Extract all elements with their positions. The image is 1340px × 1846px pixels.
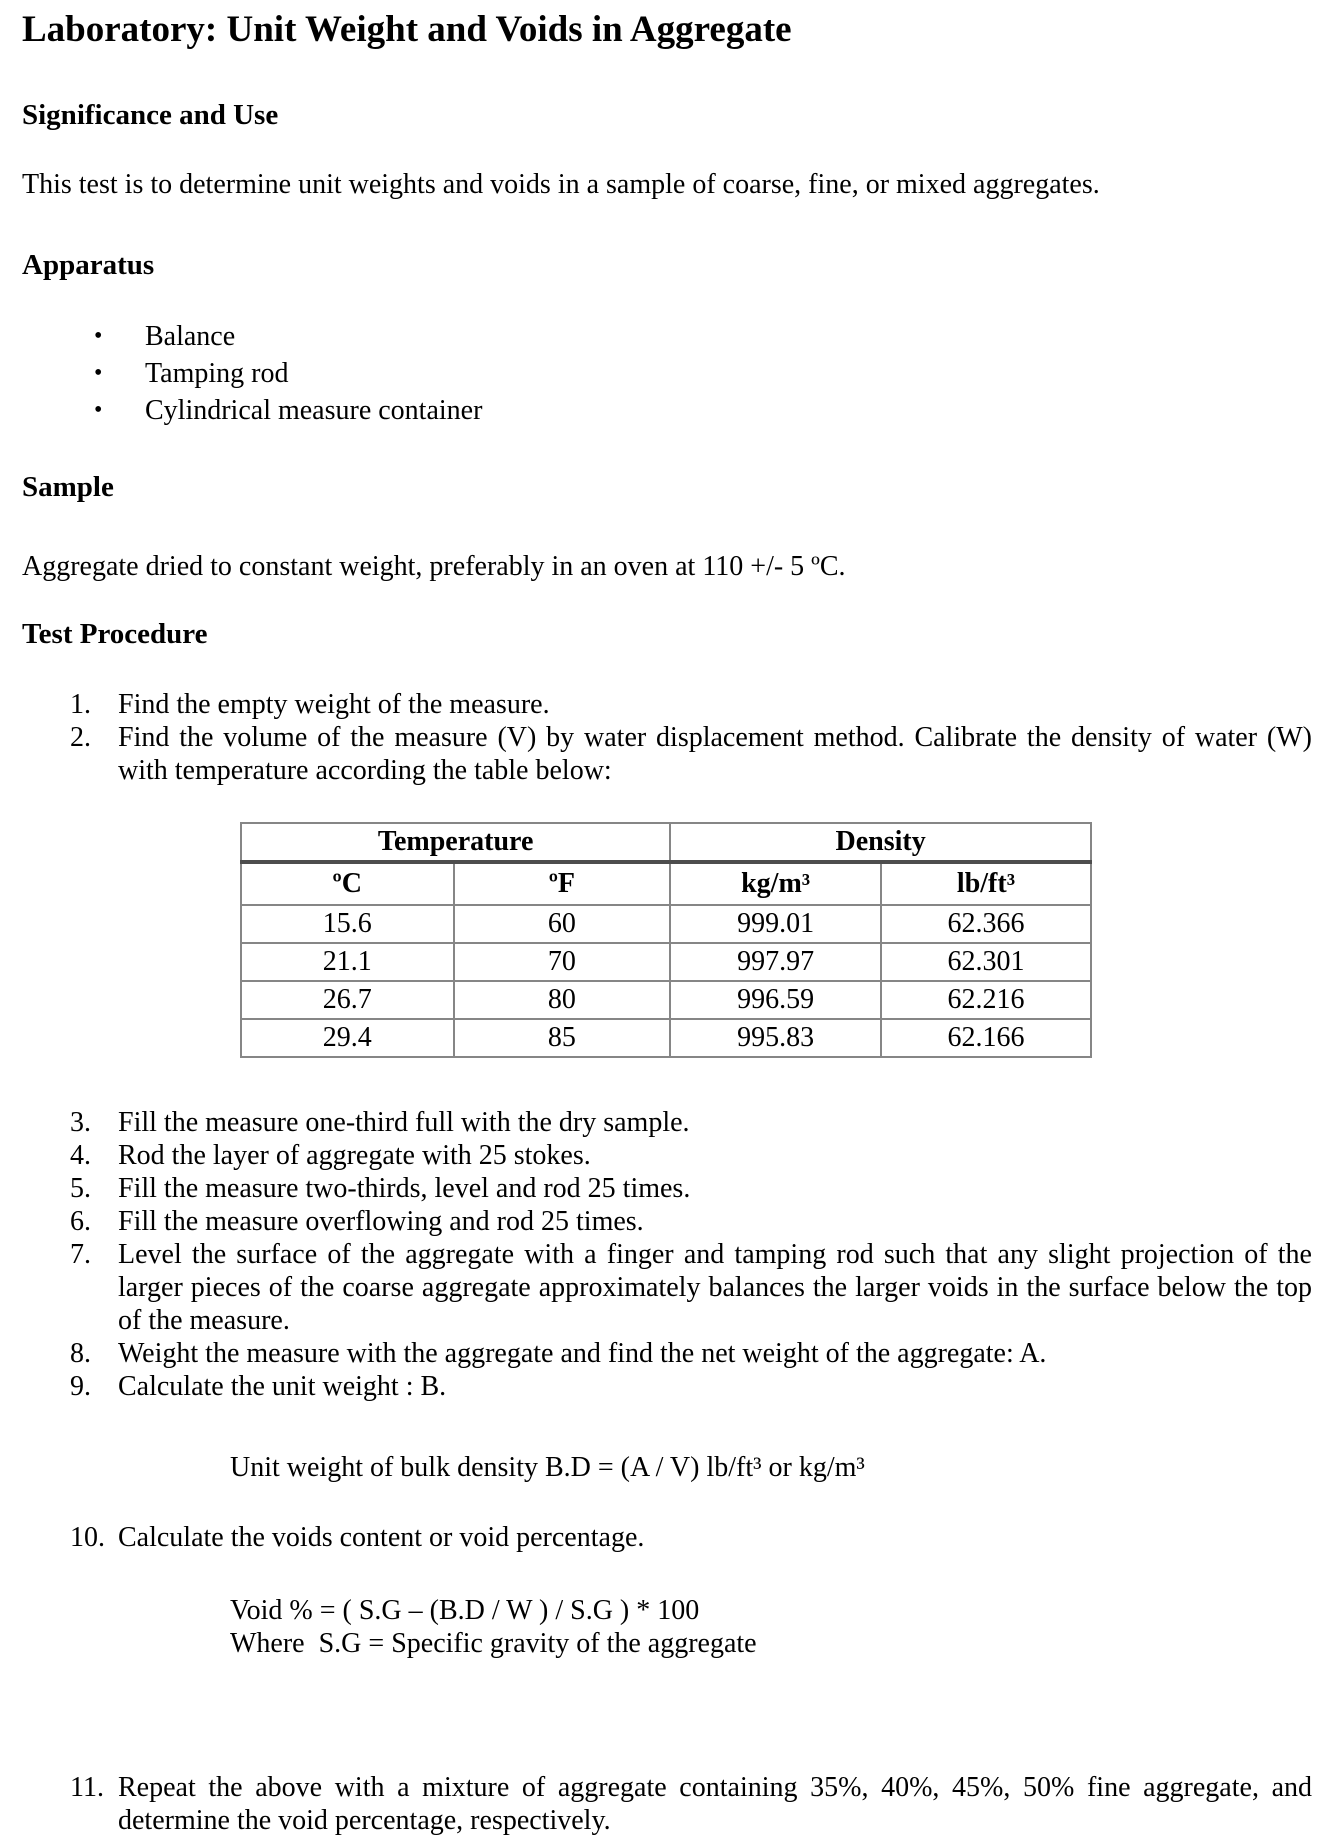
table-cell: 15.6: [241, 905, 454, 943]
apparatus-item-tamping-rod: [94, 355, 1312, 392]
sample-heading: Sample: [22, 471, 114, 503]
step-number: 2.: [70, 722, 91, 753]
table-cell: 62.366: [881, 905, 1091, 943]
apparatus-item-label: Tamping rod: [145, 358, 289, 389]
step-text: Find the volume of the measure (V) by water displacement method. Calibrate the density of water (W) with temperature according the table below:: [118, 722, 1312, 786]
procedure-step-2: [70, 721, 1312, 787]
fahrenheit-column-header: ºF: [454, 862, 671, 905]
procedure-step-1: [70, 688, 1312, 721]
significance-heading: Significance and Use: [22, 99, 279, 131]
procedure-step-3: [70, 1106, 1312, 1139]
step-text: Fill the measure two-thirds, level and rod 25 times.: [118, 1173, 691, 1204]
apparatus-list: [22, 318, 1312, 429]
table-cell: 80: [454, 981, 671, 1019]
procedure-steps-3-9: [22, 1106, 1312, 1403]
temperature-group-header: Temperature: [241, 823, 670, 862]
step-text: Find the empty weight of the measure.: [118, 689, 550, 720]
significance-body: This test is to determine unit weights and voids in a sample of coarse, fine, or mixed aggregates.: [22, 169, 1100, 200]
procedure-step-10-segment: [22, 1521, 1312, 1554]
table-cell: 997.97: [670, 943, 881, 981]
table-row: [241, 943, 1091, 981]
bullet-icon: •: [94, 360, 103, 386]
table-units-header-row: [241, 862, 1091, 905]
table-cell: 26.7: [241, 981, 454, 1019]
table-cell: 995.83: [670, 1019, 881, 1057]
table-cell: 29.4: [241, 1019, 454, 1057]
step-number: 5.: [70, 1173, 91, 1204]
bullet-icon: •: [94, 323, 103, 349]
table-row: [241, 1019, 1091, 1057]
bullet-icon: •: [94, 397, 103, 423]
procedure-step-4: [70, 1139, 1312, 1172]
lb-ft3-column-header: lb/ft³: [881, 862, 1091, 905]
step-number: 8.: [70, 1338, 91, 1369]
apparatus-item-label: Balance: [145, 321, 236, 352]
table-cell: 62.166: [881, 1019, 1091, 1057]
step-text: Fill the measure one-third full with the dry sample.: [118, 1107, 690, 1138]
water-density-table: [240, 822, 1092, 1058]
table-cell: 999.01: [670, 905, 881, 943]
table-cell: 62.216: [881, 981, 1091, 1019]
table-row: [241, 981, 1091, 1019]
procedure-step-11-segment: [22, 1771, 1312, 1837]
step-text: Weight the measure with the aggregate and find the net weight of the aggregate: A.: [118, 1338, 1047, 1369]
step-number: 9.: [70, 1371, 91, 1402]
step-number: 6.: [70, 1206, 91, 1237]
celsius-column-header: ºC: [241, 862, 454, 905]
step-number: 10.: [70, 1522, 105, 1553]
step-text: Level the surface of the aggregate with a finger and tamping rod such that any slight projection of the larger pieces of the coarse aggregate approximately balances the larger voids in the surface below the top of the measure.: [118, 1239, 1312, 1336]
procedure-step-10: [70, 1521, 1312, 1554]
void-formula-block: [22, 1594, 1312, 1660]
table-cell: 62.301: [881, 943, 1091, 981]
step-text: Fill the measure overflowing and rod 25 times.: [118, 1206, 644, 1237]
table-cell: 996.59: [670, 981, 881, 1019]
test-procedure-heading: Test Procedure: [22, 618, 208, 650]
void-percent-formula: Void % = ( S.G – (B.D / W ) / S.G ) * 100: [230, 1595, 700, 1626]
procedure-step-11: [70, 1771, 1312, 1837]
procedure-step-9: [70, 1370, 1312, 1403]
apparatus-item-cylindrical-measure: [94, 392, 1312, 429]
void-formula-where-clause: Where S.G = Specific gravity of the aggregate: [230, 1628, 757, 1659]
step-text: Repeat the above with a mixture of aggregate containing 35%, 40%, 45%, 50% fine aggregate, and determine the void percentage, respectively.: [118, 1772, 1312, 1836]
step-text: Rod the layer of aggregate with 25 stokes.: [118, 1140, 591, 1171]
step-number: 7.: [70, 1239, 91, 1270]
table-cell: 70: [454, 943, 671, 981]
sample-body: Aggregate dried to constant weight, preferably in an oven at 110 +/- 5 ºC.: [22, 551, 846, 582]
apparatus-heading: Apparatus: [22, 249, 155, 281]
document-title: Laboratory: Unit Weight and Voids in Aggregate: [22, 9, 792, 50]
procedure-step-8: [70, 1337, 1312, 1370]
step-number: 4.: [70, 1140, 91, 1171]
step-text: Calculate the unit weight : B.: [118, 1371, 447, 1402]
table-cell: 85: [454, 1019, 671, 1057]
step-number: 1.: [70, 689, 91, 720]
table-cell: 60: [454, 905, 671, 943]
table-group-header-row: [241, 823, 1091, 862]
step-number: 11.: [70, 1772, 104, 1803]
step-text: Calculate the voids content or void percentage.: [118, 1522, 645, 1553]
unit-weight-formula: Unit weight of bulk density B.D = (A / V) lb/ft³ or kg/m³: [230, 1452, 865, 1483]
procedure-steps-1-2: [22, 688, 1312, 787]
apparatus-item-label: Cylindrical measure container: [145, 395, 483, 426]
apparatus-item-balance: [94, 318, 1312, 355]
table-cell: 21.1: [241, 943, 454, 981]
step-number: 3.: [70, 1107, 91, 1138]
procedure-step-7: [70, 1238, 1312, 1337]
procedure-step-5: [70, 1172, 1312, 1205]
table-row: [241, 905, 1091, 943]
procedure-step-6: [70, 1205, 1312, 1238]
kg-m3-column-header: kg/m³: [670, 862, 881, 905]
density-group-header: Density: [670, 823, 1091, 862]
